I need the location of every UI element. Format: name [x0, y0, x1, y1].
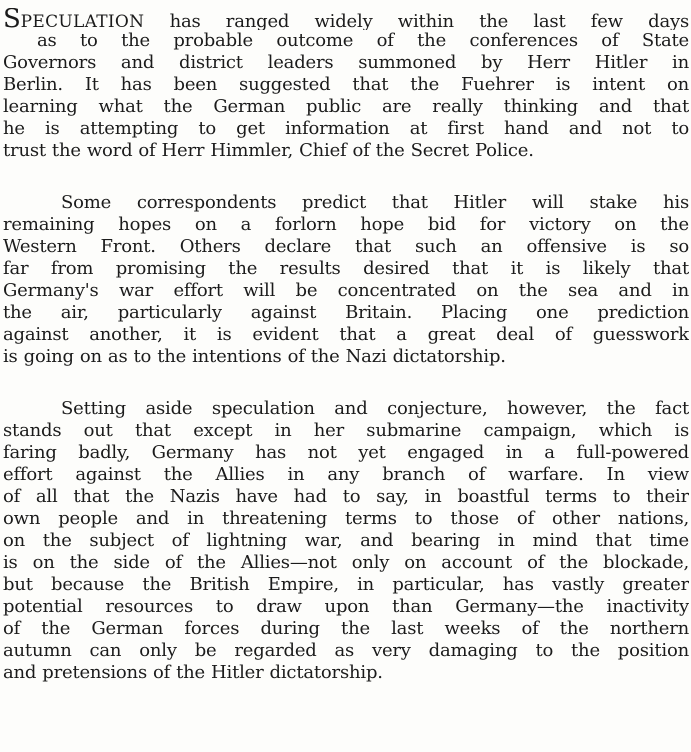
text-line: Setting aside speculation and conjecture, however, the fact [61, 398, 689, 419]
text-line: Western Front. Others declare that such an offensive is so [3, 236, 689, 257]
text-line: potential resources to draw upon than Germany—the inactivity [3, 596, 689, 617]
text-line: faring badly, Germany has not yet engaged in a full-powered [3, 442, 689, 463]
text-line: autumn can only be regarded as very damaging to the position [3, 640, 689, 661]
text-line: Governors and district leaders summoned by Herr Hitler in [3, 52, 689, 73]
text-line: effort against the Allies in any branch of warfare. In view [3, 464, 689, 485]
text-line: Berlin. It has been suggested that the Fuehrer is intent on [3, 74, 689, 95]
text-line: of the German forces during the last weeks of the northern [3, 618, 689, 639]
text-line: he is attempting to get information at first hand and not to [3, 118, 689, 139]
text-line: is going on as to the intentions of the Nazi dictatorship. [3, 346, 506, 367]
lead-caps: PECULATION [20, 12, 145, 30]
text-line: stands out that except in her submarine campaign, which is [3, 420, 689, 441]
text-line: the air, particularly against Britain. Placing one prediction [3, 302, 689, 323]
text-line: is on the side of the Allies—not only on account of the blockade, [3, 552, 689, 573]
text-line: and pretensions of the Hitler dictatorship. [3, 662, 383, 683]
paragraph-1 [3, 8, 689, 162]
text-line: learning what the German public are really thinking and that [3, 96, 689, 117]
text-line: as to the probable outcome of the conferences of State [37, 30, 689, 51]
text-line: far from promising the results desired that it is likely that [3, 258, 689, 279]
text-line: Some correspondents predict that Hitler will stake his [61, 192, 689, 213]
paragraph-3 [3, 398, 689, 684]
text-line: against another, it is evident that a great deal of guesswork [3, 324, 689, 345]
text-line: on the subject of lightning war, and bearing in mind that time [3, 530, 689, 551]
text-line: trust the word of Herr Himmler, Chief of the Secret Police. [3, 140, 534, 161]
text-line: Germany's war effort will be concentrated on the sea and in [3, 280, 689, 301]
lead-initial: S [3, 8, 21, 30]
lead-rest: has ranged widely within the last few days [144, 11, 689, 30]
article-column [3, 8, 689, 684]
text-line: remaining hopes on a forlorn hope bid for victory on the [3, 214, 689, 235]
paragraph-2 [3, 192, 689, 368]
text-line: of all that the Nazis have had to say, in boastful terms to their [3, 486, 689, 507]
text-line: but because the British Empire, in particular, has vastly greater [3, 574, 689, 595]
text-line [3, 8, 689, 30]
text-line: own people and in threatening terms to those of other nations, [3, 508, 689, 529]
